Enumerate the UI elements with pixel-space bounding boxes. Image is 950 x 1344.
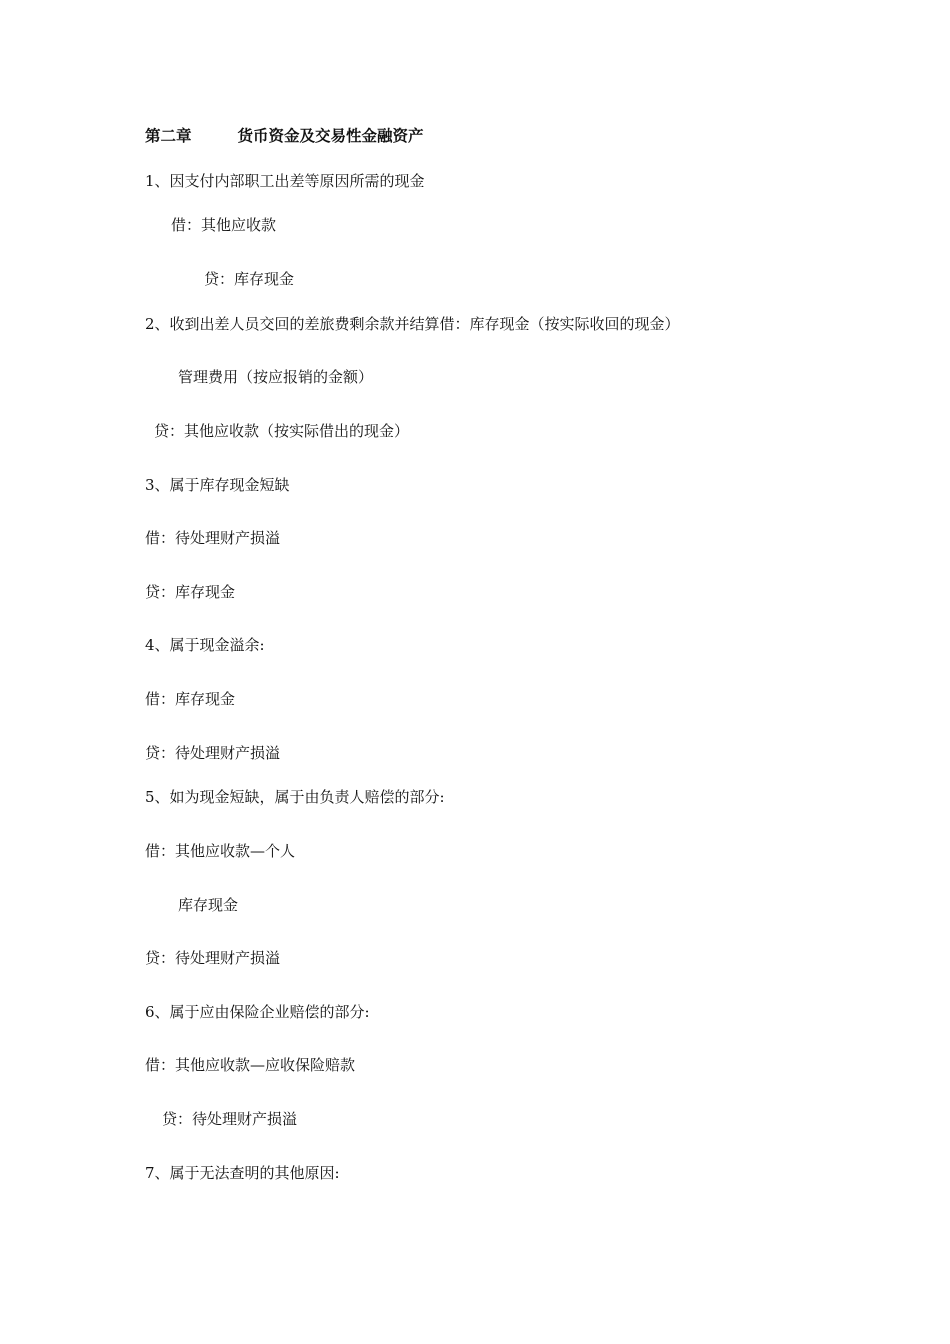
chapter-title: 货币资金及交易性金融资产 — [237, 126, 424, 145]
entry-2-heading: 2、收到出差人员交回的差旅费剩余款并结算借：库存现金（按实际收回的现金） — [145, 315, 680, 333]
entry-1-credit: 贷：库存现金 — [204, 270, 295, 288]
entry-6-heading: 6、属于应由保险企业赔偿的部分: — [145, 1003, 370, 1021]
entry-2-debit-2: 管理费用（按应报销的金额） — [178, 368, 374, 386]
entry-5-heading: 5、如为现金短缺，属于由负责人赔偿的部分: — [145, 788, 445, 806]
chapter-number: 第二章 — [145, 126, 192, 145]
entry-5-credit: 贷：待处理财产损溢 — [145, 949, 281, 967]
entry-5-debit: 借：其他应收款—个人 — [145, 842, 296, 860]
entry-3-debit: 借：待处理财产损溢 — [145, 529, 281, 547]
entry-4-credit: 贷：待处理财产损溢 — [145, 744, 281, 762]
chapter-heading — [145, 126, 424, 146]
entry-3-heading: 3、属于库存现金短缺 — [145, 476, 290, 494]
entry-2-credit: 贷：其他应收款（按实际借出的现金） — [154, 422, 410, 440]
entry-1-heading: 1、因支付内部职工出差等原因所需的现金 — [145, 172, 425, 190]
entry-6-credit: 贷：待处理财产损溢 — [162, 1110, 298, 1128]
entry-6-debit: 借：其他应收款—应收保险赔款 — [145, 1056, 356, 1074]
entry-4-debit: 借：库存现金 — [145, 690, 236, 708]
entry-7-heading: 7、属于无法查明的其他原因: — [145, 1164, 340, 1182]
entry-4-heading: 4、属于现金溢余: — [145, 636, 265, 654]
entry-5-debit-2: 库存现金 — [178, 896, 239, 914]
entry-3-credit: 贷：库存现金 — [145, 583, 236, 601]
entry-1-debit: 借：其他应收款 — [171, 216, 277, 234]
